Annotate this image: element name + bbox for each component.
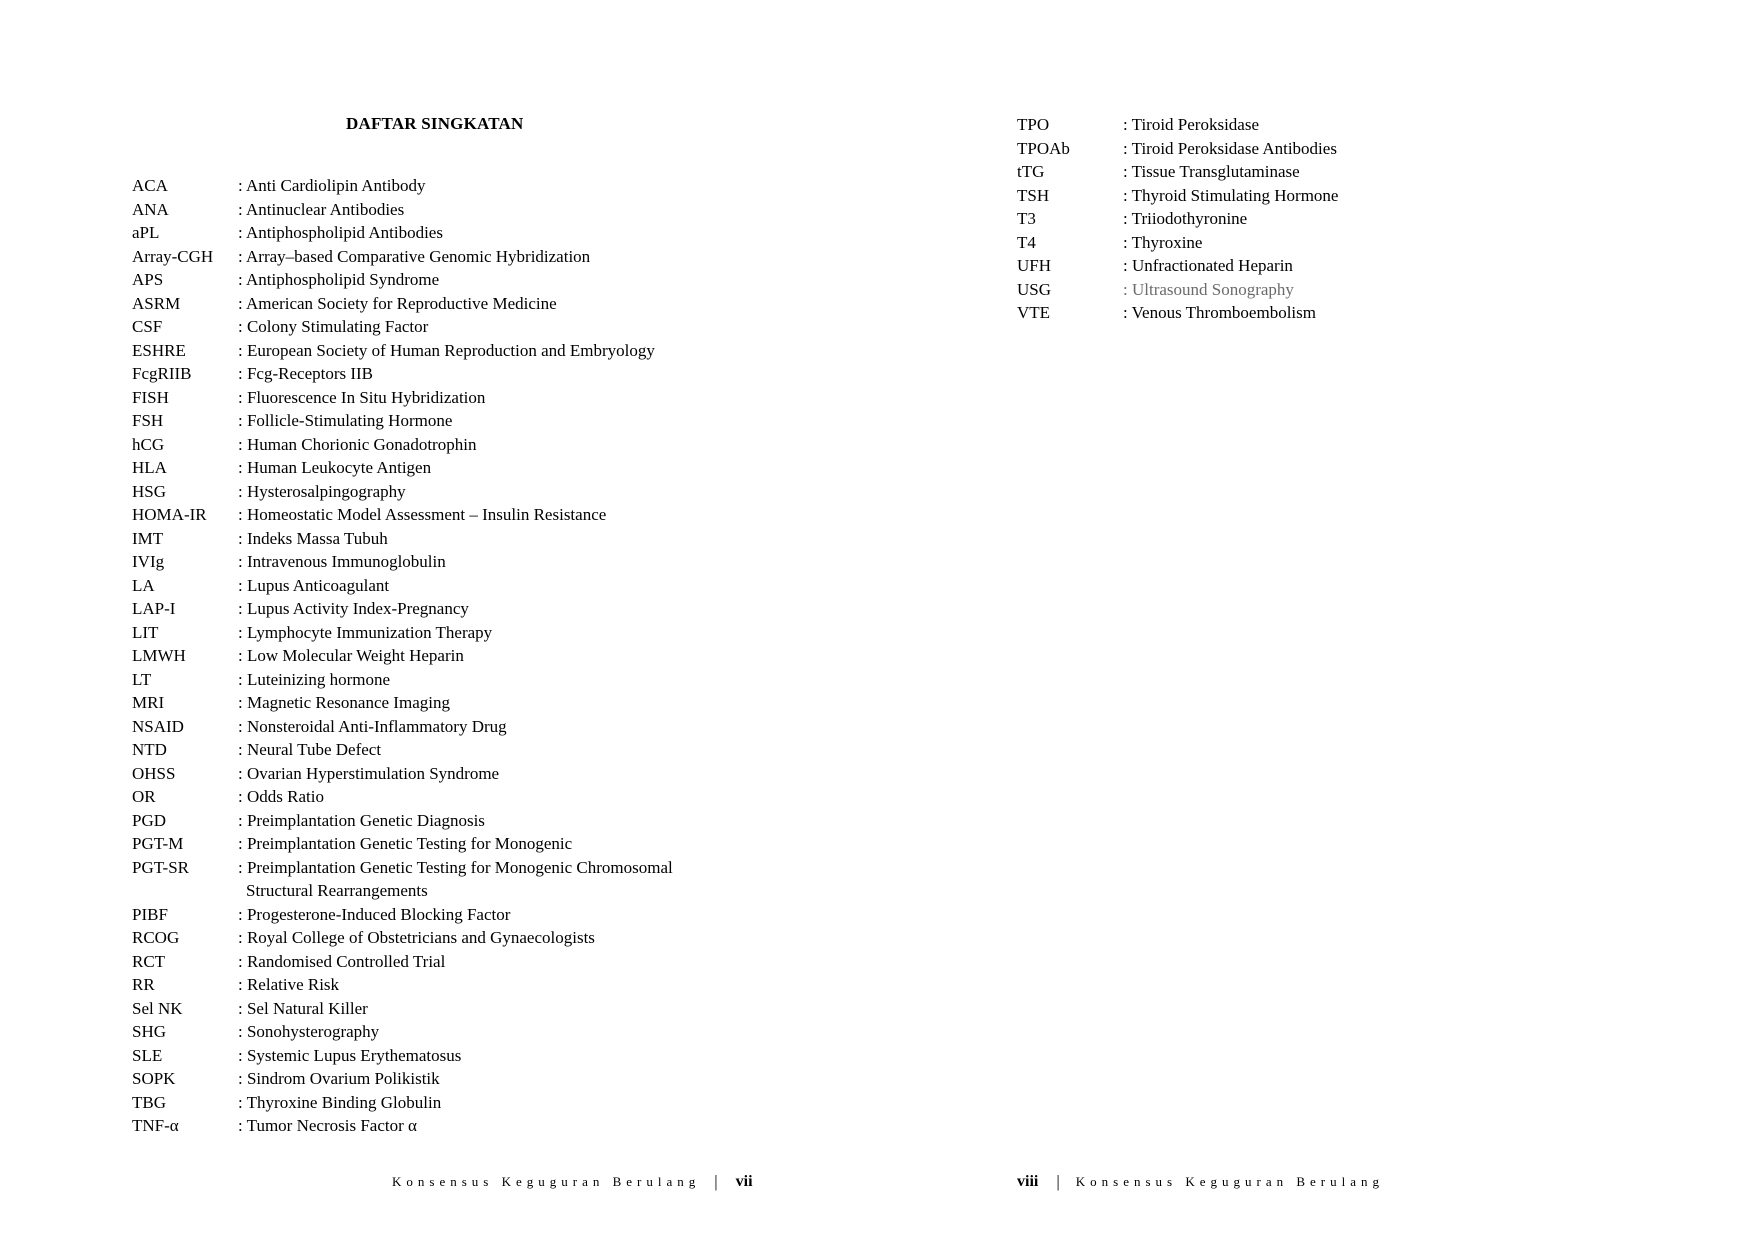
right-page	[877, 0, 1754, 1240]
abbreviation: T3	[1017, 209, 1036, 228]
abbreviation: HSG	[132, 481, 167, 501]
definition-text: : Hysterosalpingography	[238, 481, 406, 501]
list-item	[132, 174, 673, 198]
page-number: vii	[735, 1173, 753, 1190]
definition-text: : Array–based Comparative Genomic Hybridization	[238, 246, 591, 266]
list-item	[1017, 254, 1338, 278]
abbreviation: aPL	[132, 223, 160, 242]
definition	[1123, 231, 1202, 255]
definition-text: : Lymphocyte Immunization Therapy	[238, 622, 493, 642]
abbreviation: PGT-SR	[132, 857, 190, 877]
list-item	[132, 644, 673, 668]
list-item	[1017, 137, 1338, 161]
definition	[238, 597, 469, 621]
page-footer	[1017, 1172, 1384, 1192]
definition	[238, 574, 389, 598]
definition	[238, 386, 485, 410]
abbreviation: RCOG	[132, 928, 180, 947]
abbreviation: ESHRE	[132, 340, 186, 360]
abbreviation: TNF-α	[132, 1116, 179, 1135]
list-item	[132, 362, 673, 386]
definition	[238, 409, 452, 433]
definition-text: : Royal College of Obstetricians and Gynaecologists	[238, 928, 595, 947]
definition-text: : Progesterone-Induced Blocking Factor	[238, 904, 511, 924]
list-item	[132, 574, 673, 598]
abbreviation: MRI	[132, 693, 165, 712]
list-item	[132, 1067, 673, 1091]
definition	[238, 550, 446, 574]
definition-text: : Luteinizing hormone	[238, 669, 391, 689]
abbreviation: LIT	[132, 622, 159, 642]
list-item	[132, 997, 673, 1021]
definition-text: : Lupus Activity Index-Pregnancy	[238, 599, 469, 618]
list-item	[132, 245, 673, 269]
abbreviation: hCG	[132, 434, 165, 454]
abbreviation: CSF	[132, 317, 163, 336]
list-item	[132, 691, 673, 715]
abbreviation: TSH	[1017, 185, 1050, 205]
definition	[238, 856, 673, 903]
abbreviation: RR	[132, 975, 155, 994]
footer-separator: |	[714, 1172, 718, 1191]
list-item	[132, 597, 673, 621]
definition-text: : Neural Tube Defect	[238, 740, 382, 759]
abbreviation: LMWH	[132, 646, 186, 665]
abbreviation: TPOAb	[1017, 138, 1070, 158]
definition-text: : Human Leukocyte Antigen	[238, 458, 432, 477]
abbreviation: IMT	[132, 528, 164, 548]
list-item	[132, 809, 673, 833]
list-item	[132, 221, 673, 245]
list-item	[132, 1044, 673, 1068]
abbreviation: USG	[1017, 279, 1052, 299]
definition	[1123, 184, 1338, 208]
definition-text: : Human Chorionic Gonadotrophin	[238, 434, 477, 454]
abbreviation: VTE	[1017, 303, 1051, 322]
definition-text: : American Society for Reproductive Medicine	[238, 293, 557, 313]
definition	[238, 315, 428, 339]
abbreviation: APS	[132, 270, 164, 289]
definition	[238, 903, 510, 927]
abbreviation: LA	[132, 575, 155, 595]
definition	[238, 1020, 379, 1044]
abbreviation: TBG	[132, 1092, 166, 1112]
definition	[238, 1067, 440, 1091]
definition	[1123, 301, 1316, 325]
abbreviation: T4	[1017, 232, 1036, 252]
definition-text: : Randomised Controlled Trial	[238, 951, 446, 971]
abbreviation: PIBF	[132, 904, 168, 924]
list-item	[132, 832, 673, 856]
definition-text: : Antiphospholipid Antibodies	[238, 223, 443, 242]
abbreviation: LAP-I	[132, 599, 176, 618]
list-item	[132, 503, 673, 527]
definition-text: : Preimplantation Genetic Testing for Monogenic Chromosomal	[238, 857, 673, 877]
definition	[238, 339, 655, 363]
definition	[238, 245, 590, 269]
definition	[238, 668, 390, 692]
definition	[238, 1044, 461, 1068]
definition-text: : Low Molecular Weight Heparin	[238, 646, 464, 665]
definition	[238, 292, 557, 316]
definition-text: : Magnetic Resonance Imaging	[238, 693, 450, 712]
definition	[238, 762, 499, 786]
footer-separator: |	[1056, 1172, 1060, 1191]
list-item	[132, 292, 673, 316]
abbreviation: ACA	[132, 176, 168, 195]
list-item	[132, 738, 673, 762]
definition-text: : Triiodothyronine	[1123, 209, 1248, 228]
definition-text: : Lupus Anticoagulant	[238, 575, 390, 595]
list-item	[132, 550, 673, 574]
definition-text: : Ultrasound Sonography	[1123, 279, 1294, 299]
definition-text: : Fcg-Receptors IIB	[238, 364, 374, 383]
definition	[238, 362, 373, 386]
list-item	[132, 433, 673, 457]
list-item	[1017, 184, 1338, 208]
page-number: viii	[1017, 1173, 1039, 1190]
list-item	[132, 339, 673, 363]
list-item	[132, 409, 673, 433]
definition	[238, 174, 425, 198]
definition	[238, 1114, 417, 1138]
abbreviation: FcgRIIB	[132, 364, 192, 383]
list-item	[132, 856, 673, 903]
list-item	[132, 1091, 673, 1115]
definition	[238, 644, 464, 668]
definition-text: : Tiroid Peroksidase Antibodies	[1123, 138, 1337, 158]
definition	[1123, 278, 1294, 302]
definition-text: : Antiphospholipid Syndrome	[238, 270, 440, 289]
abbreviation: NTD	[132, 740, 167, 759]
abbreviation: UFH	[1017, 256, 1052, 275]
definition	[238, 738, 381, 762]
definition	[238, 621, 492, 645]
definition-text: : Colony Stimulating Factor	[238, 317, 429, 336]
list-item	[1017, 278, 1338, 302]
definition-text: : Sindrom Ovarium Polikistik	[238, 1069, 440, 1088]
definition	[238, 691, 450, 715]
abbreviation: PGD	[132, 810, 167, 830]
list-item	[132, 668, 673, 692]
abbreviation: tTG	[1017, 162, 1045, 181]
definition-text: : Thyroxine Binding Globulin	[238, 1092, 442, 1112]
definition	[238, 433, 476, 457]
definition-text: : Sel Natural Killer	[238, 998, 368, 1018]
definition-text: : Tumor Necrosis Factor α	[238, 1116, 417, 1135]
list-item	[1017, 160, 1338, 184]
list-item	[132, 903, 673, 927]
definition	[238, 1091, 441, 1115]
abbreviation: IVIg	[132, 552, 165, 571]
list-item	[132, 268, 673, 292]
definition-text: : Venous Thromboembolism	[1123, 303, 1316, 322]
definition	[238, 503, 606, 527]
definition-continuation: Structural Rearrangements	[246, 881, 428, 900]
definition-text: : Fluorescence In Situ Hybridization	[238, 387, 486, 407]
definition	[238, 832, 572, 856]
definition-text: : Anti Cardiolipin Antibody	[238, 176, 426, 195]
definition-text: : Follicle-Stimulating Hormone	[238, 411, 453, 430]
definition	[238, 997, 368, 1021]
list-item	[132, 1114, 673, 1138]
definition	[238, 268, 439, 292]
definition	[238, 809, 485, 833]
definition-text: : Sonohysterography	[238, 1022, 380, 1041]
abbreviation: Sel NK	[132, 998, 183, 1018]
abbreviation-list	[132, 174, 673, 1138]
definition-text: : Nonsteroidal Anti-Inflammatory Drug	[238, 716, 507, 736]
abbreviation: Array-CGH	[132, 246, 214, 266]
definition-text: : Tiroid Peroksidase	[1123, 115, 1260, 134]
list-item	[1017, 301, 1338, 325]
abbreviation-list	[1017, 113, 1338, 325]
list-item	[132, 386, 673, 410]
definition	[238, 785, 324, 809]
abbreviation: SLE	[132, 1045, 163, 1065]
list-item	[132, 715, 673, 739]
abbreviation: SOPK	[132, 1069, 176, 1088]
definition	[1123, 137, 1337, 161]
list-item	[132, 973, 673, 997]
list-item	[132, 762, 673, 786]
abbreviation: ANA	[132, 199, 169, 219]
definition-text: : Preimplantation Genetic Diagnosis	[238, 810, 485, 830]
list-item	[132, 315, 673, 339]
definition	[238, 456, 431, 480]
definition-text: : Relative Risk	[238, 975, 340, 994]
abbreviation: LT	[132, 669, 152, 689]
definition-text: : Indeks Massa Tubuh	[238, 528, 388, 548]
definition	[1123, 207, 1247, 231]
list-item	[1017, 207, 1338, 231]
definition	[238, 221, 443, 245]
definition-text: : Preimplantation Genetic Testing for Monogenic	[238, 834, 573, 853]
abbreviation: NSAID	[132, 716, 184, 736]
running-title: Konsensus Keguguran Berulang	[392, 1174, 701, 1189]
abbreviation: OR	[132, 787, 156, 806]
definition-text: : Tissue Transglutaminase	[1123, 162, 1300, 181]
list-item	[132, 198, 673, 222]
definition	[238, 950, 445, 974]
list-item	[132, 785, 673, 809]
definition-text: : European Society of Human Reproduction and Embryology	[238, 340, 655, 360]
abbreviation: HOMA-IR	[132, 505, 207, 524]
definition-text: : Systemic Lupus Erythematosus	[238, 1045, 462, 1065]
list-item	[132, 480, 673, 504]
abbreviation: FISH	[132, 387, 169, 407]
definition-text: : Unfractionated Heparin	[1123, 256, 1293, 275]
definition-text: : Odds Ratio	[238, 787, 324, 806]
list-item	[132, 527, 673, 551]
definition	[238, 198, 404, 222]
abbreviation: OHSS	[132, 763, 176, 783]
definition	[1123, 254, 1293, 278]
definition-text: : Thyroxine	[1123, 232, 1203, 252]
definition	[238, 973, 339, 997]
list-item	[132, 621, 673, 645]
running-title: Konsensus Keguguran Berulang	[1075, 1174, 1384, 1189]
abbreviation: HLA	[132, 458, 167, 477]
abbreviation: PGT-M	[132, 834, 184, 853]
definition-text: : Ovarian Hyperstimulation Syndrome	[238, 763, 500, 783]
definition	[1123, 160, 1300, 184]
definition-text: : Homeostatic Model Assessment – Insulin Resistance	[238, 505, 607, 524]
list-item	[132, 926, 673, 950]
definition	[238, 480, 406, 504]
definition-text: : Antinuclear Antibodies	[238, 199, 405, 219]
abbreviation: FSH	[132, 411, 164, 430]
definition-text: : Intravenous Immunoglobulin	[238, 552, 446, 571]
list-item	[132, 456, 673, 480]
definition-text: : Thyroid Stimulating Hormone	[1123, 185, 1339, 205]
list-item	[132, 1020, 673, 1044]
definition	[238, 926, 595, 950]
abbreviation: SHG	[132, 1022, 167, 1041]
list-item	[132, 950, 673, 974]
abbreviation: RCT	[132, 951, 166, 971]
list-item	[1017, 113, 1338, 137]
abbreviation: ASRM	[132, 293, 181, 313]
page-footer	[392, 1172, 753, 1192]
abbreviation: TPO	[1017, 115, 1050, 134]
definition	[238, 527, 388, 551]
page-title: DAFTAR SINGKATAN	[346, 114, 524, 133]
definition	[1123, 113, 1259, 137]
definition	[238, 715, 507, 739]
list-item	[1017, 231, 1338, 255]
